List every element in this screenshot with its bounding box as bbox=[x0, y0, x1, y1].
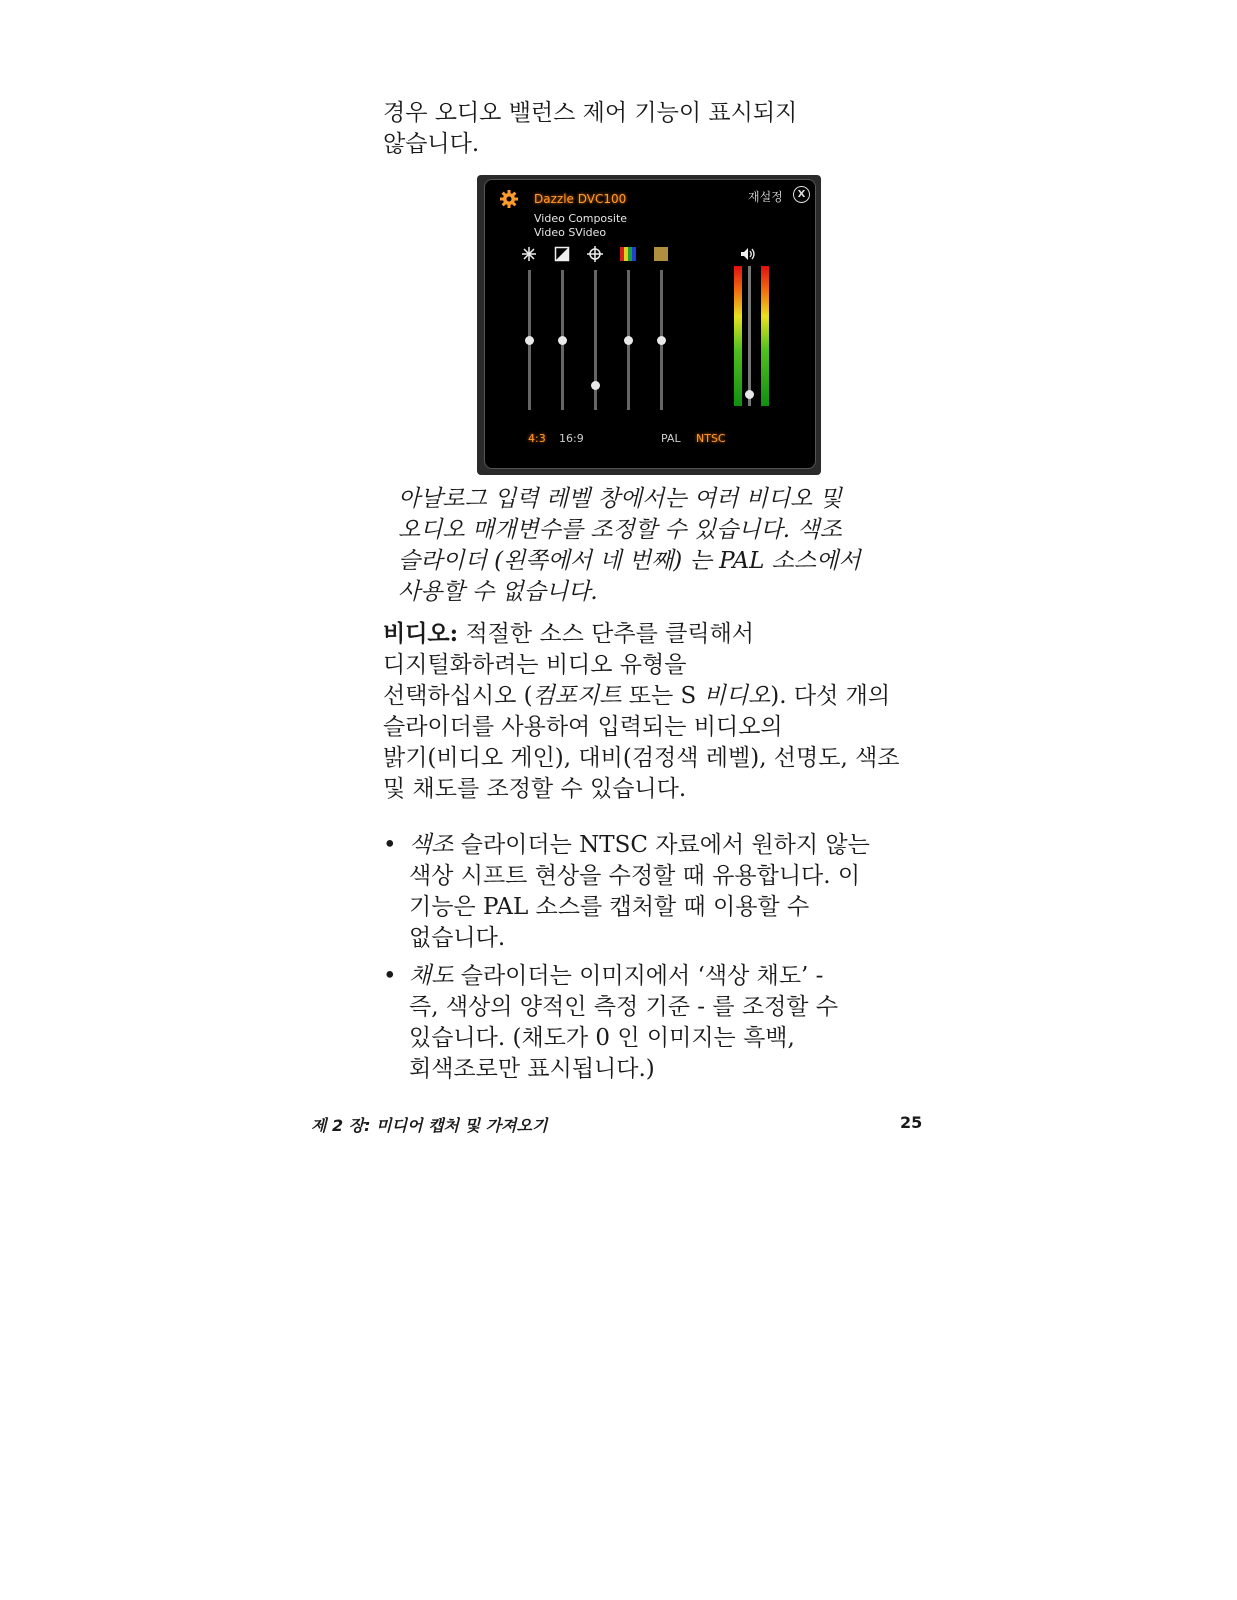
caption-line: 사용할 수 없습니다. bbox=[398, 579, 598, 605]
analog-input-levels-window bbox=[484, 179, 816, 469]
saturation-slider-knob[interactable] bbox=[657, 336, 666, 345]
close-icon[interactable]: X bbox=[793, 186, 810, 203]
aspect-16-9-button[interactable]: 16:9 bbox=[559, 432, 584, 445]
audio-meter-right bbox=[761, 266, 769, 406]
video-text: 또는 S bbox=[621, 683, 704, 709]
ntsc-button[interactable]: NTSC bbox=[696, 432, 726, 445]
intro-line: 않습니다. bbox=[383, 131, 480, 157]
caption-line: 아날로그 입력 레벨 창에서는 여러 비디오 및 bbox=[398, 486, 842, 512]
bullet-text: 있습니다. (채도가 0 인 이미지는 흑백, bbox=[409, 1025, 795, 1051]
bullet-term: 채도 bbox=[409, 963, 454, 989]
bullet-text: 회색조로만 표시됩니다.) bbox=[409, 1056, 655, 1082]
video-text: 적절한 소스 단추를 클릭해서 bbox=[458, 621, 755, 647]
video-text: 선택하십시오 ( bbox=[383, 683, 533, 709]
video-text: 슬라이더를 사용하여 입력되는 비디오의 bbox=[383, 714, 783, 740]
saturation-icon bbox=[653, 246, 669, 262]
page-number: 25 bbox=[900, 1113, 923, 1132]
brightness-slider-knob[interactable] bbox=[525, 336, 534, 345]
video-text: 디지털화하려는 비디오 유형을 bbox=[383, 652, 687, 678]
contrast-slider-knob[interactable] bbox=[558, 336, 567, 345]
sharpness-slider-track[interactable] bbox=[594, 270, 597, 410]
bullet-text: 기능은 PAL 소스를 캡처할 때 이용할 수 bbox=[409, 894, 810, 920]
bullet-text: 슬라이더는 NTSC 자료에서 원하지 않는 bbox=[453, 832, 870, 858]
gear-icon[interactable] bbox=[499, 189, 519, 209]
speaker-icon bbox=[740, 246, 756, 262]
sharpness-slider-knob[interactable] bbox=[591, 381, 600, 390]
aspect-4-3-button[interactable]: 4:3 bbox=[528, 432, 546, 445]
device-name[interactable]: Dazzle DVC100 bbox=[534, 192, 627, 206]
footer-chapter: 제 2 장: 미디어 캡처 및 가져오기 bbox=[311, 1116, 548, 1135]
bullet-list bbox=[383, 830, 943, 1092]
video-text: 및 채도를 조정할 수 있습니다. bbox=[383, 776, 687, 802]
list-item bbox=[383, 961, 943, 1085]
contrast-slider-track[interactable] bbox=[561, 270, 564, 410]
bullet-text: 색상 시프트 현상을 수정할 때 유용합니다. 이 bbox=[409, 863, 861, 889]
bullet-term: 색조 bbox=[409, 832, 454, 858]
hue-icon bbox=[620, 246, 636, 262]
bullet-text: 슬라이더는 이미지에서 ‘색상 채도’ - bbox=[453, 963, 824, 989]
source-composite-button[interactable]: Video Composite bbox=[534, 212, 628, 225]
bullet-text: 없습니다. bbox=[409, 925, 506, 951]
audio-meter-left bbox=[734, 266, 742, 406]
brightness-slider-track[interactable] bbox=[528, 270, 531, 410]
video-term-video: 비디오 bbox=[703, 683, 771, 709]
bullet-text: 즉, 색상의 양적인 측정 기준 - 를 조정할 수 bbox=[409, 994, 839, 1020]
analog-input-levels-screenshot bbox=[477, 175, 821, 475]
sharpness-icon bbox=[587, 246, 603, 262]
video-term-composite: 컴포지트 bbox=[532, 683, 622, 709]
audio-level-slider-knob[interactable] bbox=[745, 390, 754, 399]
audio-level-slider-track[interactable] bbox=[748, 266, 751, 406]
caption-line: 슬라이더 (왼쪽에서 네 번째) 는 PAL 소스에서 bbox=[398, 548, 861, 574]
video-text: 밝기(비디오 게인), 대비(검정색 레벨), 선명도, 색조 bbox=[383, 745, 900, 771]
hue-slider-knob[interactable] bbox=[624, 336, 633, 345]
hue-slider-track[interactable] bbox=[627, 270, 630, 410]
bullet-icon: • bbox=[383, 832, 397, 858]
caption-line: 오디오 매개변수를 조정할 수 있습니다. 색조 bbox=[398, 517, 842, 543]
pal-button[interactable]: PAL bbox=[661, 432, 681, 445]
intro-line: 경우 오디오 밸런스 제어 기능이 표시되지 bbox=[383, 100, 798, 126]
intro-paragraph bbox=[383, 98, 943, 160]
figure-caption bbox=[398, 484, 918, 608]
video-heading: 비디오: bbox=[383, 620, 459, 647]
contrast-icon bbox=[554, 246, 570, 262]
bullet-icon: • bbox=[383, 963, 397, 989]
saturation-slider-track[interactable] bbox=[660, 270, 663, 410]
reset-button[interactable]: 재설정 bbox=[748, 190, 783, 204]
video-paragraph bbox=[383, 618, 943, 805]
video-text: ). 다섯 개의 bbox=[770, 683, 891, 709]
list-item bbox=[383, 830, 943, 954]
brightness-icon bbox=[521, 246, 537, 262]
source-svideo-button[interactable]: Video SVideo bbox=[534, 226, 607, 239]
